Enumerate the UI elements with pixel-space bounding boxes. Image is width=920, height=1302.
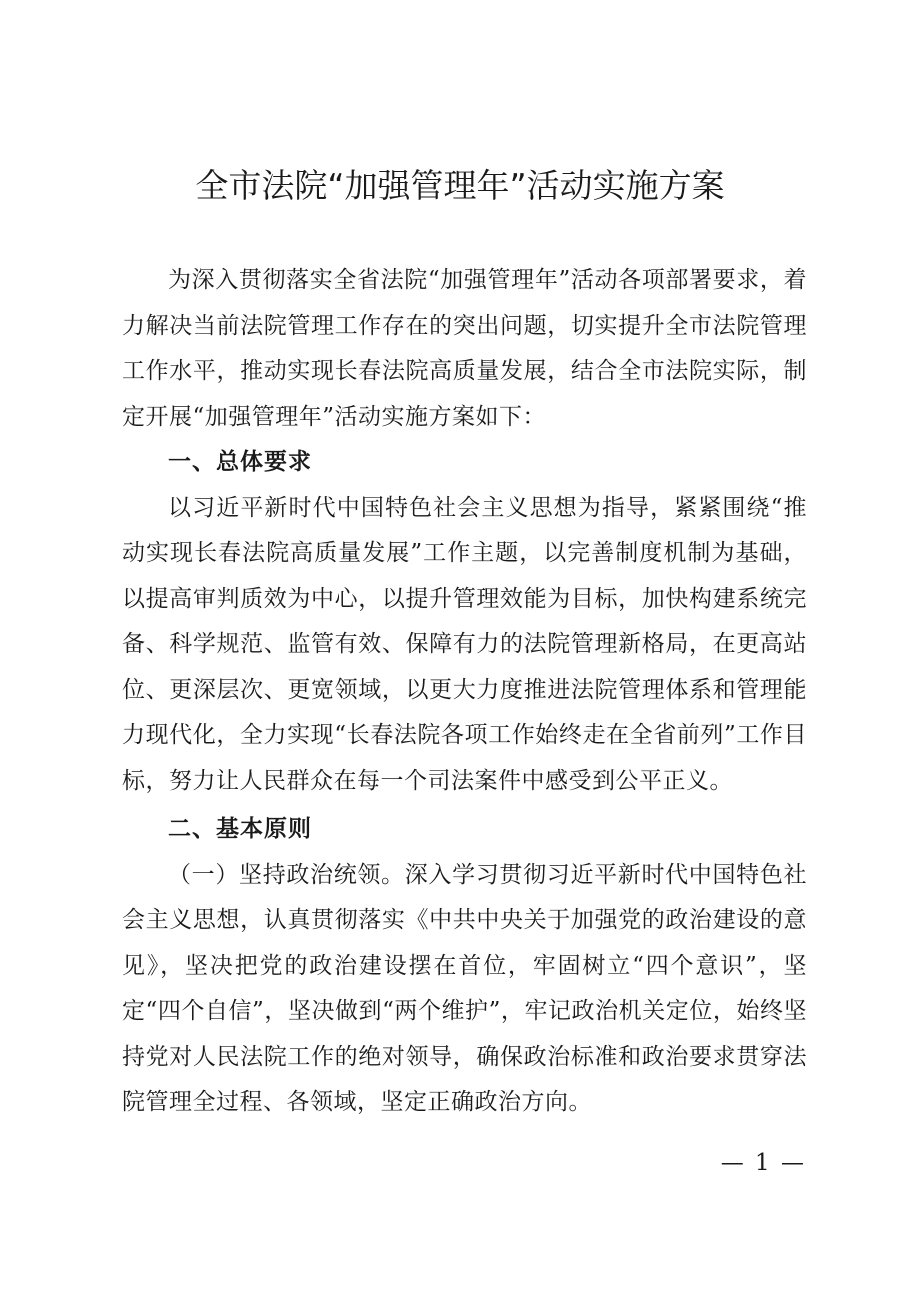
- section-heading-general-requirements: 一、总体要求: [168, 449, 312, 475]
- document-body: [122, 258, 807, 1126]
- document-title: 全市法院“加强管理年”活动实施方案: [195, 166, 725, 205]
- intro-paragraph: 为深入贯彻落实全省法院“加强管理年”活动各项部署要求，着力解决当前法院管理工作存在的突出问题，切实提升全市法院管理工作水平，推动实现长春法院高质量发展，结合全市法院实际，制定开展“加强管理年”活动实施方案如下：: [122, 267, 807, 430]
- page-number: — 1 —: [720, 1150, 806, 1176]
- section-paragraph-basic-principles: （一）坚持政治统领。深入学习贯彻习近平新时代中国特色社会主义思想，认真贯彻落实《中共中央关于加强党的政治建设的意见》，坚决把党的政治建设摆在首位，牢固树立“四个意识”，坚定“四个自信”，坚决做到“两个维护”，牢记政治机关定位，始终坚持党对人民法院工作的绝对领导，确保政治标准和政治要求贯穿法院管理全过程、各领域，坚定正确政治方向。: [122, 861, 807, 1115]
- section-heading-basic-principles: 二、基本原则: [168, 816, 312, 842]
- section-paragraph-general-requirements: 以习近平新时代中国特色社会主义思想为指导，紧紧围绕“推动实现长春法院高质量发展”工作主题，以完善制度机制为基础，以提高审判质效为中心，以提升管理效能为目标，加快构建系统完备、科学规范、监管有效、保障有力的法院管理新格局，在更高站位、更深层次、更宽领域，以更大力度推进法院管理体系和管理能力现代化，全力实现“长春法院各项工作始终走在全省前列”工作目标，努力让人民群众在每一个司法案件中感受到公平正义。: [122, 494, 807, 794]
